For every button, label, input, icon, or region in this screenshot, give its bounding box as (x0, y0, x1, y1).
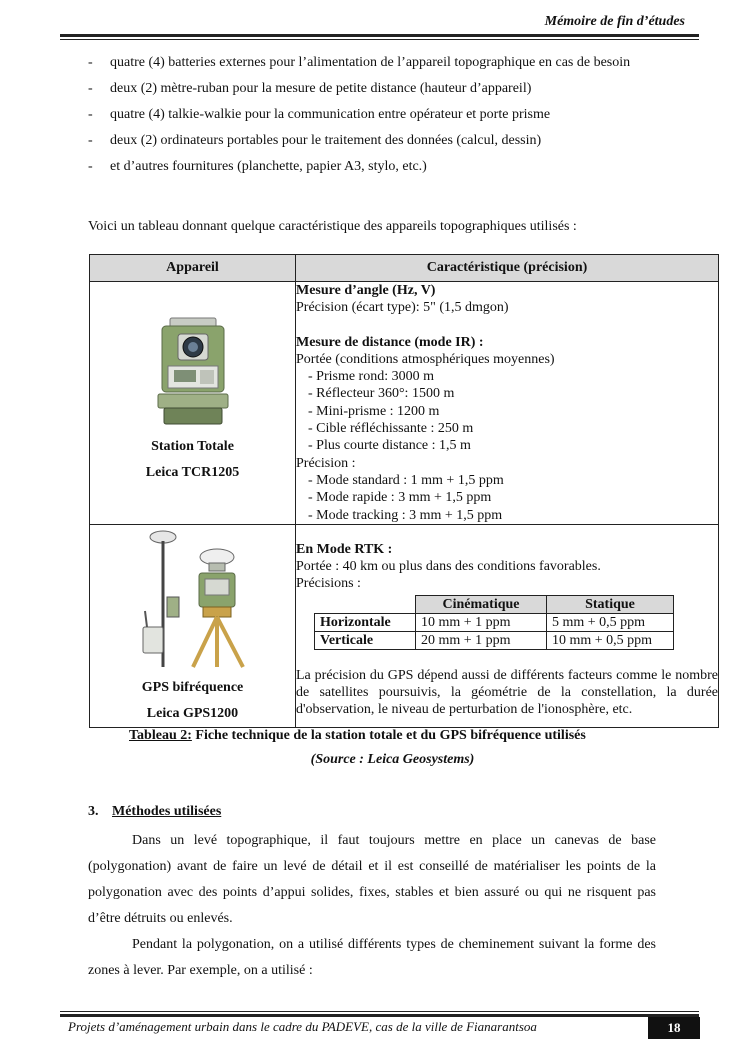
gps-receiver-image (133, 529, 253, 669)
list-item: - Mini-prisme : 1200 m (308, 403, 440, 419)
table-header-row (90, 255, 719, 282)
gps-note: La précision du GPS dépend aussi de différents facteurs comme le nombre de satellites poursuivis, la géométrie de la constellation, la durée d'observation, le niveau de perturbation de l'ionosphère, etc. (296, 667, 718, 718)
total-station-image (148, 316, 238, 428)
list-item: - Mode standard : 1 mm + 1,5 ppm (308, 472, 504, 488)
gps-precision-table (314, 595, 674, 650)
distance-title: Mesure de distance (mode IR) : (296, 334, 484, 350)
gps-specs (296, 524, 719, 727)
station-cell (90, 282, 296, 525)
gps-name: GPS bifréquence (141, 679, 244, 695)
list-item: - quatre (4) batteries externes pour l’alimentation de l’appareil topographique en cas de besoin (88, 55, 631, 70)
caption-source: (Source : Leica Geosystems) (310, 752, 475, 767)
header-title: Mémoire de fin d’études (544, 14, 685, 29)
list-item: - deux (2) mètre-ruban pour la mesure de petite distance (hauteur d’appareil) (88, 81, 532, 96)
section-title: Méthodes utilisées (112, 804, 222, 819)
paragraph: Pendant la polygonation, on a utilisé différents types de cheminement suivant la forme des zones à lever. Par exemple, on a utilisé : (88, 937, 656, 978)
angle-title: Mesure d’angle (Hz, V) (296, 283, 436, 298)
list-item: - deux (2) ordinateurs portables pour le traitement des données (calcul, dessin) (88, 133, 542, 148)
equipment-list (88, 50, 656, 180)
gps-portee: Portée : 40 km ou plus dans des conditions favorables. (296, 559, 601, 575)
station-specs (296, 282, 719, 525)
footer-rule-thin (60, 1011, 699, 1012)
rtk-title: En Mode RTK : (296, 541, 393, 557)
section-number: 3. (88, 804, 99, 819)
paragraph: Dans un levé topographique, il faut toujours mettre en place un canevas de base (polygonation) avant de faire un levé de détail et il est conseillé de matérialiser les points de la polygonation avec des points d’appui solides, fixes, stables et bien assuré ou qui ne risquent pas d’être détruits ou enlevés. (88, 833, 656, 926)
caption-label: Tableau 2: (129, 728, 192, 743)
list-item: - Prisme rond: 3000 m (308, 369, 434, 385)
station-name: Station Totale (151, 439, 234, 454)
table-caption (129, 728, 586, 744)
station-model: Leica TCR1205 (145, 465, 240, 480)
intro-text: Voici un tableau donnant quelque caractéristique des appareils topographiques utilisés : (88, 219, 577, 234)
footer-text: Projets d’aménagement urbain dans le cadre du PADEVE, cas de la ville de Fianarantsoa (68, 1019, 537, 1034)
list-item: - Plus courte distance : 1,5 m (308, 438, 471, 454)
table-row: Verticale 20 mm + 1 ppm 10 mm + 0,5 ppm (315, 631, 674, 649)
header-rule-thin (60, 39, 699, 40)
equipment-table (89, 254, 719, 728)
header-caracteristique: Caractéristique (précision) (296, 255, 719, 282)
header-appareil: Appareil (90, 255, 296, 282)
header-rule (60, 34, 699, 37)
list-item: - Réflecteur 360°: 1500 m (308, 386, 455, 402)
table-row-station (90, 282, 719, 525)
caption-text: Fiche technique de la station totale et du GPS bifréquence utilisés (191, 728, 586, 743)
gps-cell (90, 524, 296, 727)
list-item: - Mode rapide : 3 mm + 1,5 ppm (308, 490, 492, 506)
portee-text: Portée (conditions atmosphériques moyennes) (296, 351, 555, 367)
header-cinematique: Cinématique (416, 595, 547, 613)
list-item: - Cible réfléchissante : 250 m (308, 421, 474, 437)
gps-model: Leica GPS1200 (146, 705, 239, 721)
footer-rule (60, 1014, 699, 1017)
list-item: - quatre (4) talkie-walkie pour la communication entre opérateur et porte prisme (88, 107, 551, 122)
precision-label: Précision : (296, 455, 356, 471)
precisions-label: Précisions : (296, 576, 361, 592)
section-heading (88, 804, 221, 820)
table-row-gps (90, 524, 719, 727)
page-number: 18 (648, 1017, 700, 1039)
table-row: Horizontale 10 mm + 1 ppm 5 mm + 0,5 ppm (315, 613, 674, 631)
angle-precision: Précision (écart type): 5" (1,5 dmgon) (296, 300, 509, 316)
header-statique: Statique (547, 595, 674, 613)
list-item: - et d’autres fournitures (planchette, papier A3, stylo, etc.) (88, 159, 427, 174)
list-item: - Mode tracking : 3 mm + 1,5 ppm (308, 507, 503, 523)
